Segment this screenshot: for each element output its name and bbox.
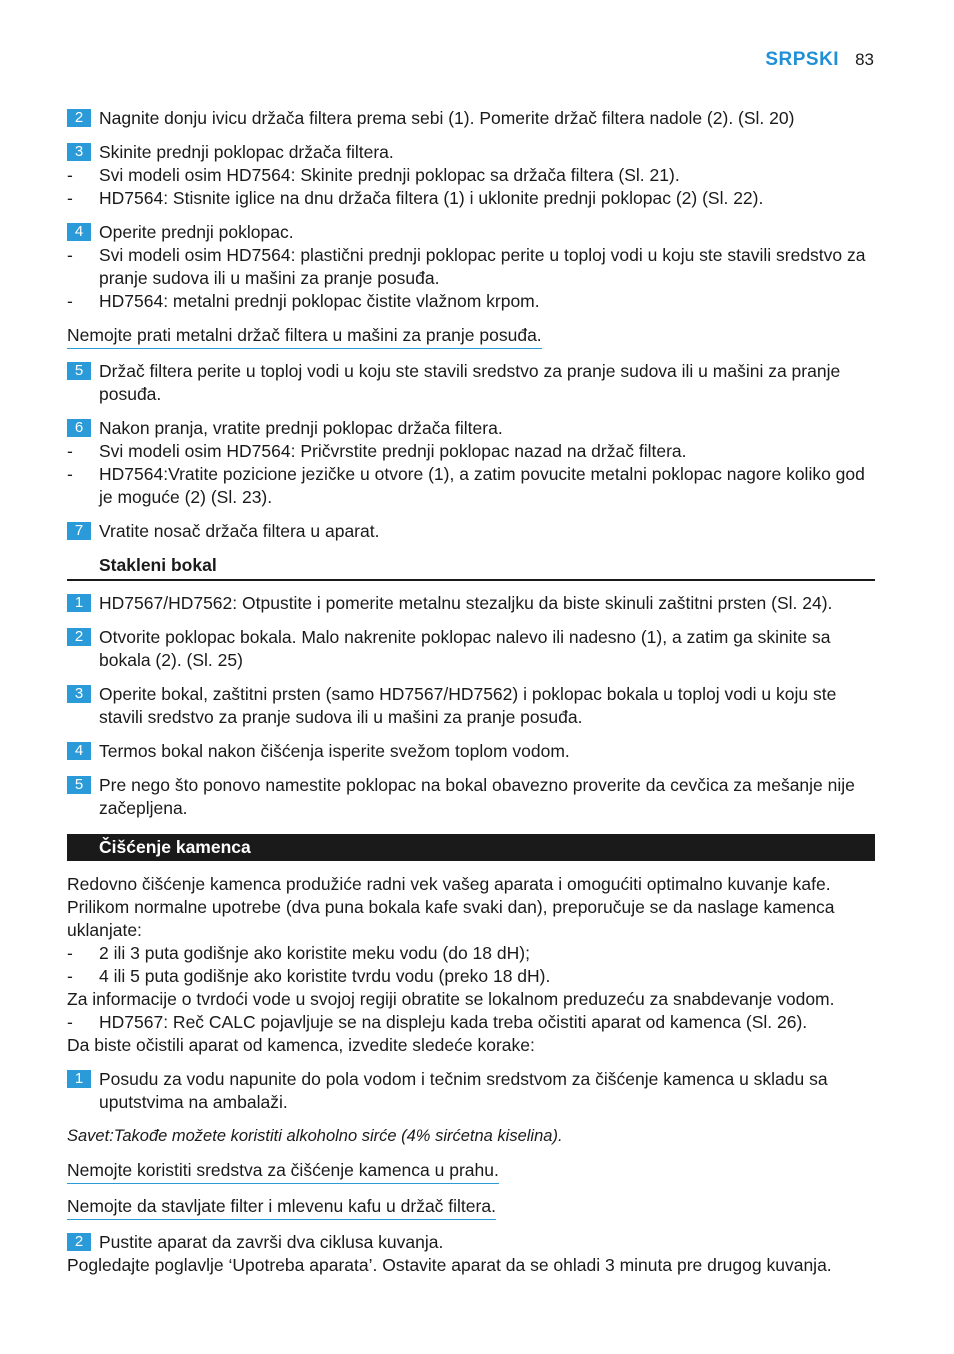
step-item xyxy=(67,360,875,406)
step-text: Nakon pranja, vratite prednji poklopac držača filtera. xyxy=(99,418,503,438)
step-number-badge: 6 xyxy=(67,419,91,437)
bullet-item: - 4 ili 5 puta godišnje ako koristite tvrdu vodu (preko 18 dH). xyxy=(67,965,875,988)
step-number-badge: 5 xyxy=(67,776,91,794)
bullet-item: - HD7564:Vratite pozicione jezičke u otvore (1), a zatim povucite metalni poklopac nagore koliko god je moguće (2) (Sl. 23). xyxy=(67,463,875,509)
step-item xyxy=(67,141,875,164)
section-heading-jug: Stakleni bokal xyxy=(67,554,875,581)
section-heading-descaling: Čišćenje kamenca xyxy=(67,834,875,861)
step-text: Operite bokal, zaštitni prsten (samo HD7567/HD7562) i poklopac bokala u toploj vodi u koju ste stavili sredstvo za pranje sudova ili u mašini za pranje posuđa. xyxy=(99,684,837,727)
step-number-badge: 3 xyxy=(67,143,91,161)
step-item xyxy=(67,774,875,820)
step-followup-text: Pogledajte poglavlje ‘Upotreba aparata’. Ostavite aparat da se ohladi 3 minuta pre drugog kuvanja. xyxy=(67,1255,832,1275)
bullet-item: - Svi modeli osim HD7564: plastični prednji poklopac perite u toploj vodi u koju ste stavili sredstvo za pranje sudova ili u mašini za pranje posuđa. xyxy=(67,244,875,290)
warning-note: Nemojte koristiti sredstva za čišćenje kamenca u prahu. xyxy=(67,1159,499,1184)
info-paragraph: Za informacije o tvrdoći vode u svojoj regiji obratite se lokalnom preduzeću za snabdevanje vodom. xyxy=(67,989,835,1009)
step-text: Skinite prednji poklopac držača filtera. xyxy=(99,142,394,162)
step-text: Operite prednji poklopac. xyxy=(99,222,294,242)
steps-intro: Da biste očistili aparat od kamenca, izvedite sledeće korake: xyxy=(67,1035,535,1055)
step-item xyxy=(67,626,875,672)
step-number-badge: 7 xyxy=(67,522,91,540)
bullet-item: - HD7567: Reč CALC pojavljuje se na displeju kada treba očistiti aparat od kamenca (Sl. 26). xyxy=(67,1011,875,1034)
bullet-item: - Svi modeli osim HD7564: Skinite prednji poklopac sa držača filtera (Sl. 21). xyxy=(67,164,875,187)
step-item xyxy=(67,417,875,440)
step-text: Vratite nosač držača filtera u aparat. xyxy=(99,521,380,541)
step-text: HD7567/HD7562: Otpustite i pomerite metalnu stezaljku da biste skinuli zaštitni prsten (Sl. 24). xyxy=(99,593,833,613)
bullet-item: - HD7564: metalni prednji poklopac čistite vlažnom krpom. xyxy=(67,290,875,313)
step-number-badge: 4 xyxy=(67,742,91,760)
step-number-badge: 4 xyxy=(67,223,91,241)
step-item xyxy=(67,1231,875,1254)
step-number-badge: 1 xyxy=(67,1070,91,1088)
step-number-badge: 2 xyxy=(67,628,91,646)
bullet-list xyxy=(67,244,875,313)
step-text: Pre nego što ponovo namestite poklopac na bokal obavezno proverite da cevčica za mešanje nije začepljena. xyxy=(99,775,855,818)
step-item xyxy=(67,520,875,543)
warning-note: Nemojte prati metalni držač filtera u mašini za pranje posuđa. xyxy=(67,324,542,349)
step-item xyxy=(67,107,875,130)
step-text: Držač filtera perite u toploj vodi u koju ste stavili sredstvo za pranje sudova ili u mašini za pranje posuđa. xyxy=(99,361,841,404)
step-item xyxy=(67,683,875,729)
bullet-item: - HD7564: Stisnite iglice na dnu držača filtera (1) i uklonite prednji poklopac (2) (Sl. 22). xyxy=(67,187,875,210)
step-text: Posudu za vodu napunite do pola vodom i tečnim sredstvom za čišćenje kamenca u skladu sa uputstvima na ambalaži. xyxy=(99,1069,828,1112)
bullet-list xyxy=(67,164,875,210)
step-text: Pustite aparat da završi dva ciklusa kuvanja. xyxy=(99,1232,444,1252)
page-number: 83 xyxy=(855,50,874,69)
step-item xyxy=(67,740,875,763)
step-number-badge: 1 xyxy=(67,594,91,612)
tip-note: Savet:Takođe možete koristiti alkoholno sirće (4% sirćetna kiselina). xyxy=(67,1127,563,1145)
bullet-item: - 2 ili 3 puta godišnje ako koristite meku vodu (do 18 dH); xyxy=(67,942,875,965)
bullet-list xyxy=(67,440,875,509)
step-item xyxy=(67,221,875,244)
step-text: Otvorite poklopac bokala. Malo nakrenite poklopac nalevo ili nadesno (1), a zatim ga skinite sa bokala (2). (Sl. 25) xyxy=(99,627,831,670)
bullet-list xyxy=(67,1011,875,1034)
step-number-badge: 5 xyxy=(67,362,91,380)
step-number-badge: 2 xyxy=(67,109,91,127)
step-item xyxy=(67,592,875,615)
bullet-list xyxy=(67,942,875,988)
step-number-badge: 2 xyxy=(67,1233,91,1251)
page-header xyxy=(765,48,874,71)
step-text: Nagnite donju ivicu držača filtera prema sebi (1). Pomerite držač filtera nadole (2). (Sl. 20) xyxy=(99,108,795,128)
language-label: SRPSKI xyxy=(765,49,840,70)
warning-note: Nemojte da stavljate filter i mlevenu kafu u držač filtera. xyxy=(67,1195,496,1220)
page-content xyxy=(67,107,875,1277)
bullet-item: - Svi modeli osim HD7564: Pričvrstite prednji poklopac nazad na držač filtera. xyxy=(67,440,875,463)
step-text: Termos bokal nakon čišćenja isperite svežom toplom vodom. xyxy=(99,741,570,761)
step-item xyxy=(67,1068,875,1114)
step-number-badge: 3 xyxy=(67,685,91,703)
intro-paragraph: Redovno čišćenje kamenca produžiće radni vek vašeg aparata i omogućiti optimalno kuvanje kafe. Prilikom normalne upotrebe (dva puna bokala kafe svaki dan), preporučuje se da naslage kamenca uklanjate: xyxy=(67,874,835,940)
